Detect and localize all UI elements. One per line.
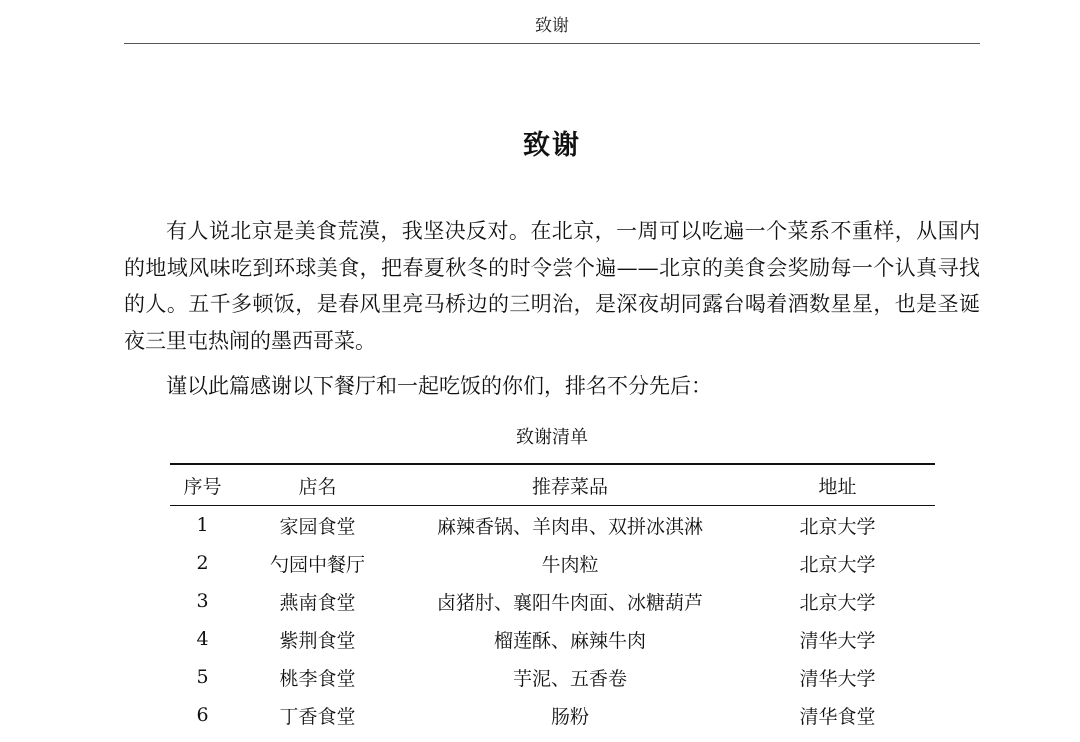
page-title: 致谢 <box>523 130 581 161</box>
table-header-row <box>170 464 935 506</box>
paragraph-intro: 有人说北京是美食荒漠，我坚决反对。在北京，一周可以吃遍一个菜系不重样，从国内的地域风味吃到环球美食，把春夏秋冬的时令尝个遍——北京的美食会奖励每一个认真寻找的人。五千多顿饭，是春风里亮马桥边的三明治，是深夜胡同露台喝着酒数星星，也是圣诞夜三里屯热闹的墨西哥菜。 <box>124 219 980 353</box>
header-rule <box>124 43 980 44</box>
running-header: 致谢 <box>535 16 569 36</box>
table-caption: 致谢清单 <box>516 427 588 448</box>
cell-dishes: 麻辣香锅、羊肉串、双拼冰淇淋 <box>436 515 703 538</box>
cell-number: 1 <box>196 514 209 536</box>
paragraph-thanks: 谨以此篇感谢以下餐厅和一起吃饭的你们，排名不分先后： <box>166 374 712 398</box>
cell-address: 清华大学 <box>799 629 876 652</box>
cell-dishes: 榴莲酥、麻辣牛肉 <box>493 629 646 652</box>
table-row <box>170 544 935 582</box>
cell-restaurant: 家园食堂 <box>279 515 356 538</box>
cell-number: 2 <box>196 552 209 574</box>
cell-restaurant: 丁香食堂 <box>279 705 356 728</box>
cell-restaurant: 紫荆食堂 <box>279 629 356 652</box>
cell-address: 北京大学 <box>799 591 876 614</box>
cell-dishes: 牛肉粒 <box>541 553 599 576</box>
cell-dishes: 卤猪肘、襄阳牛肉面、冰糖葫芦 <box>436 591 703 614</box>
column-header-restaurant: 店名 <box>298 475 337 498</box>
column-header-dishes: 推荐菜品 <box>531 475 608 498</box>
cell-address: 北京大学 <box>799 553 876 576</box>
restaurant-table <box>170 463 935 734</box>
column-header-address: 地址 <box>818 475 857 498</box>
cell-dishes: 芋泥、五香卷 <box>512 667 627 690</box>
table-row <box>170 506 935 545</box>
cell-number: 4 <box>196 628 209 650</box>
cell-restaurant: 燕南食堂 <box>279 591 356 614</box>
cell-restaurant: 桃李食堂 <box>279 667 356 690</box>
table-row <box>170 696 935 734</box>
table-row <box>170 620 935 658</box>
cell-number: 3 <box>196 590 209 612</box>
cell-restaurant: 勺园中餐厅 <box>269 553 365 576</box>
column-header-number: 序号 <box>183 475 222 498</box>
cell-address: 清华大学 <box>799 667 876 690</box>
cell-dishes: 肠粉 <box>550 705 589 728</box>
cell-number: 6 <box>196 704 209 726</box>
cell-address: 北京大学 <box>799 515 876 538</box>
table-row <box>170 582 935 620</box>
table-row <box>170 658 935 696</box>
cell-number: 5 <box>196 666 209 688</box>
acknowledgement-table <box>170 463 935 734</box>
cell-address: 清华食堂 <box>799 705 876 728</box>
